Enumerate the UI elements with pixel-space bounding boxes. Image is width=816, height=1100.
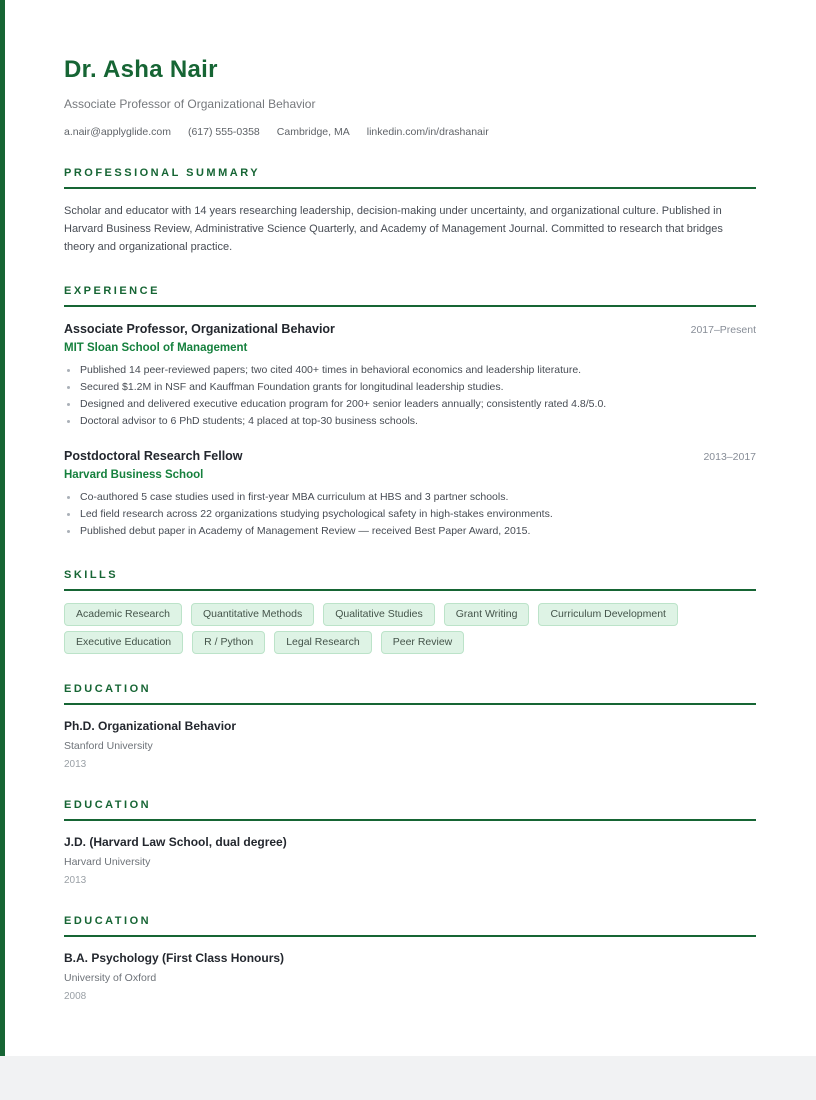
bullet-item: Led field research across 22 organizations studying psychological safety in high-stakes environments. — [64, 506, 756, 523]
bullet-item: Doctoral advisor to 6 PhD students; 4 placed at top-30 business schools. — [64, 413, 756, 430]
contact-row — [64, 126, 756, 138]
contact-email: a.nair@applyglide.com — [64, 126, 171, 139]
section-skills — [64, 569, 756, 654]
skills-pill-list — [64, 603, 756, 654]
section-heading-education: EDUCATION — [64, 683, 756, 705]
job-company: MIT Sloan School of Management — [64, 342, 248, 355]
education-year: 2013 — [64, 759, 87, 771]
section-education-2 — [64, 799, 756, 886]
education-school: University of Oxford — [64, 972, 157, 985]
contact-location: Cambridge, MA — [276, 126, 350, 139]
contact-linkedin: linkedin.com/in/drashanair — [366, 126, 489, 139]
resume-content — [5, 0, 816, 1002]
candidate-name: Dr. Asha Nair — [64, 56, 218, 83]
section-heading-education: EDUCATION — [64, 915, 756, 937]
skill-pill: Academic Research — [64, 603, 182, 626]
education-degree: Ph.D. Organizational Behavior — [64, 719, 237, 734]
experience-entry — [64, 449, 756, 540]
section-education-3 — [64, 915, 756, 1002]
bullet-item: Published 14 peer-reviewed papers; two cited 400+ times in behavioral economics and leadership literature. — [64, 362, 756, 379]
candidate-job-title: Associate Professor of Organizational Behavior — [64, 97, 316, 112]
skill-pill: Peer Review — [381, 631, 465, 654]
job-bullet-list — [64, 489, 756, 540]
bullet-item: Published debut paper in Academy of Management Review — received Best Paper Award, 2015. — [64, 523, 756, 540]
job-bullet-list — [64, 362, 756, 430]
education-school: Harvard University — [64, 856, 151, 869]
contact-phone: (617) 555-0358 — [187, 126, 260, 139]
job-title: Postdoctoral Research Fellow — [64, 449, 243, 464]
job-company: Harvard Business School — [64, 469, 204, 482]
education-school: Stanford University — [64, 740, 153, 753]
skill-pill: R / Python — [192, 631, 265, 654]
section-heading-experience: EXPERIENCE — [64, 285, 756, 307]
job-dates: 2017–Present — [690, 324, 756, 337]
section-education-1 — [64, 683, 756, 770]
skill-pill: Quantitative Methods — [191, 603, 314, 626]
education-degree: B.A. Psychology (First Class Honours) — [64, 951, 285, 966]
section-heading-education: EDUCATION — [64, 799, 756, 821]
education-year: 2013 — [64, 875, 87, 887]
job-dates: 2013–2017 — [703, 451, 756, 464]
education-degree: J.D. (Harvard Law School, dual degree) — [64, 835, 287, 850]
section-heading-skills: SKILLS — [64, 569, 756, 591]
skill-pill: Curriculum Development — [538, 603, 678, 626]
bullet-item: Co-authored 5 case studies used in first-year MBA curriculum at HBS and 3 partner schools. — [64, 489, 756, 506]
bullet-item: Secured $1.2M in NSF and Kauffman Foundation grants for longitudinal leadership studies. — [64, 379, 756, 396]
skill-pill: Qualitative Studies — [323, 603, 435, 626]
skill-pill: Legal Research — [274, 631, 372, 654]
skill-pill: Executive Education — [64, 631, 183, 654]
section-experience — [64, 285, 756, 540]
experience-entry — [64, 322, 756, 430]
education-year: 2008 — [64, 991, 87, 1003]
job-header — [64, 449, 756, 463]
resume-header — [64, 57, 756, 138]
job-title: Associate Professor, Organizational Behavior — [64, 322, 335, 337]
section-heading-summary: PROFESSIONAL SUMMARY — [64, 167, 756, 189]
bullet-item: Designed and delivered executive education program for 200+ senior leaders annually; consistently rated 4.8/5.0. — [64, 396, 756, 413]
summary-text: Scholar and educator with 14 years researching leadership, decision-making under uncertainty, and organizational culture. Published in Harvard Business Review, Administrative Science Quarterly, and Academy of Management Journal. Committed to research that bridges theory and organizational practice. — [64, 205, 723, 254]
skill-pill: Grant Writing — [444, 603, 530, 626]
section-professional-summary — [64, 167, 756, 256]
job-header — [64, 322, 756, 336]
